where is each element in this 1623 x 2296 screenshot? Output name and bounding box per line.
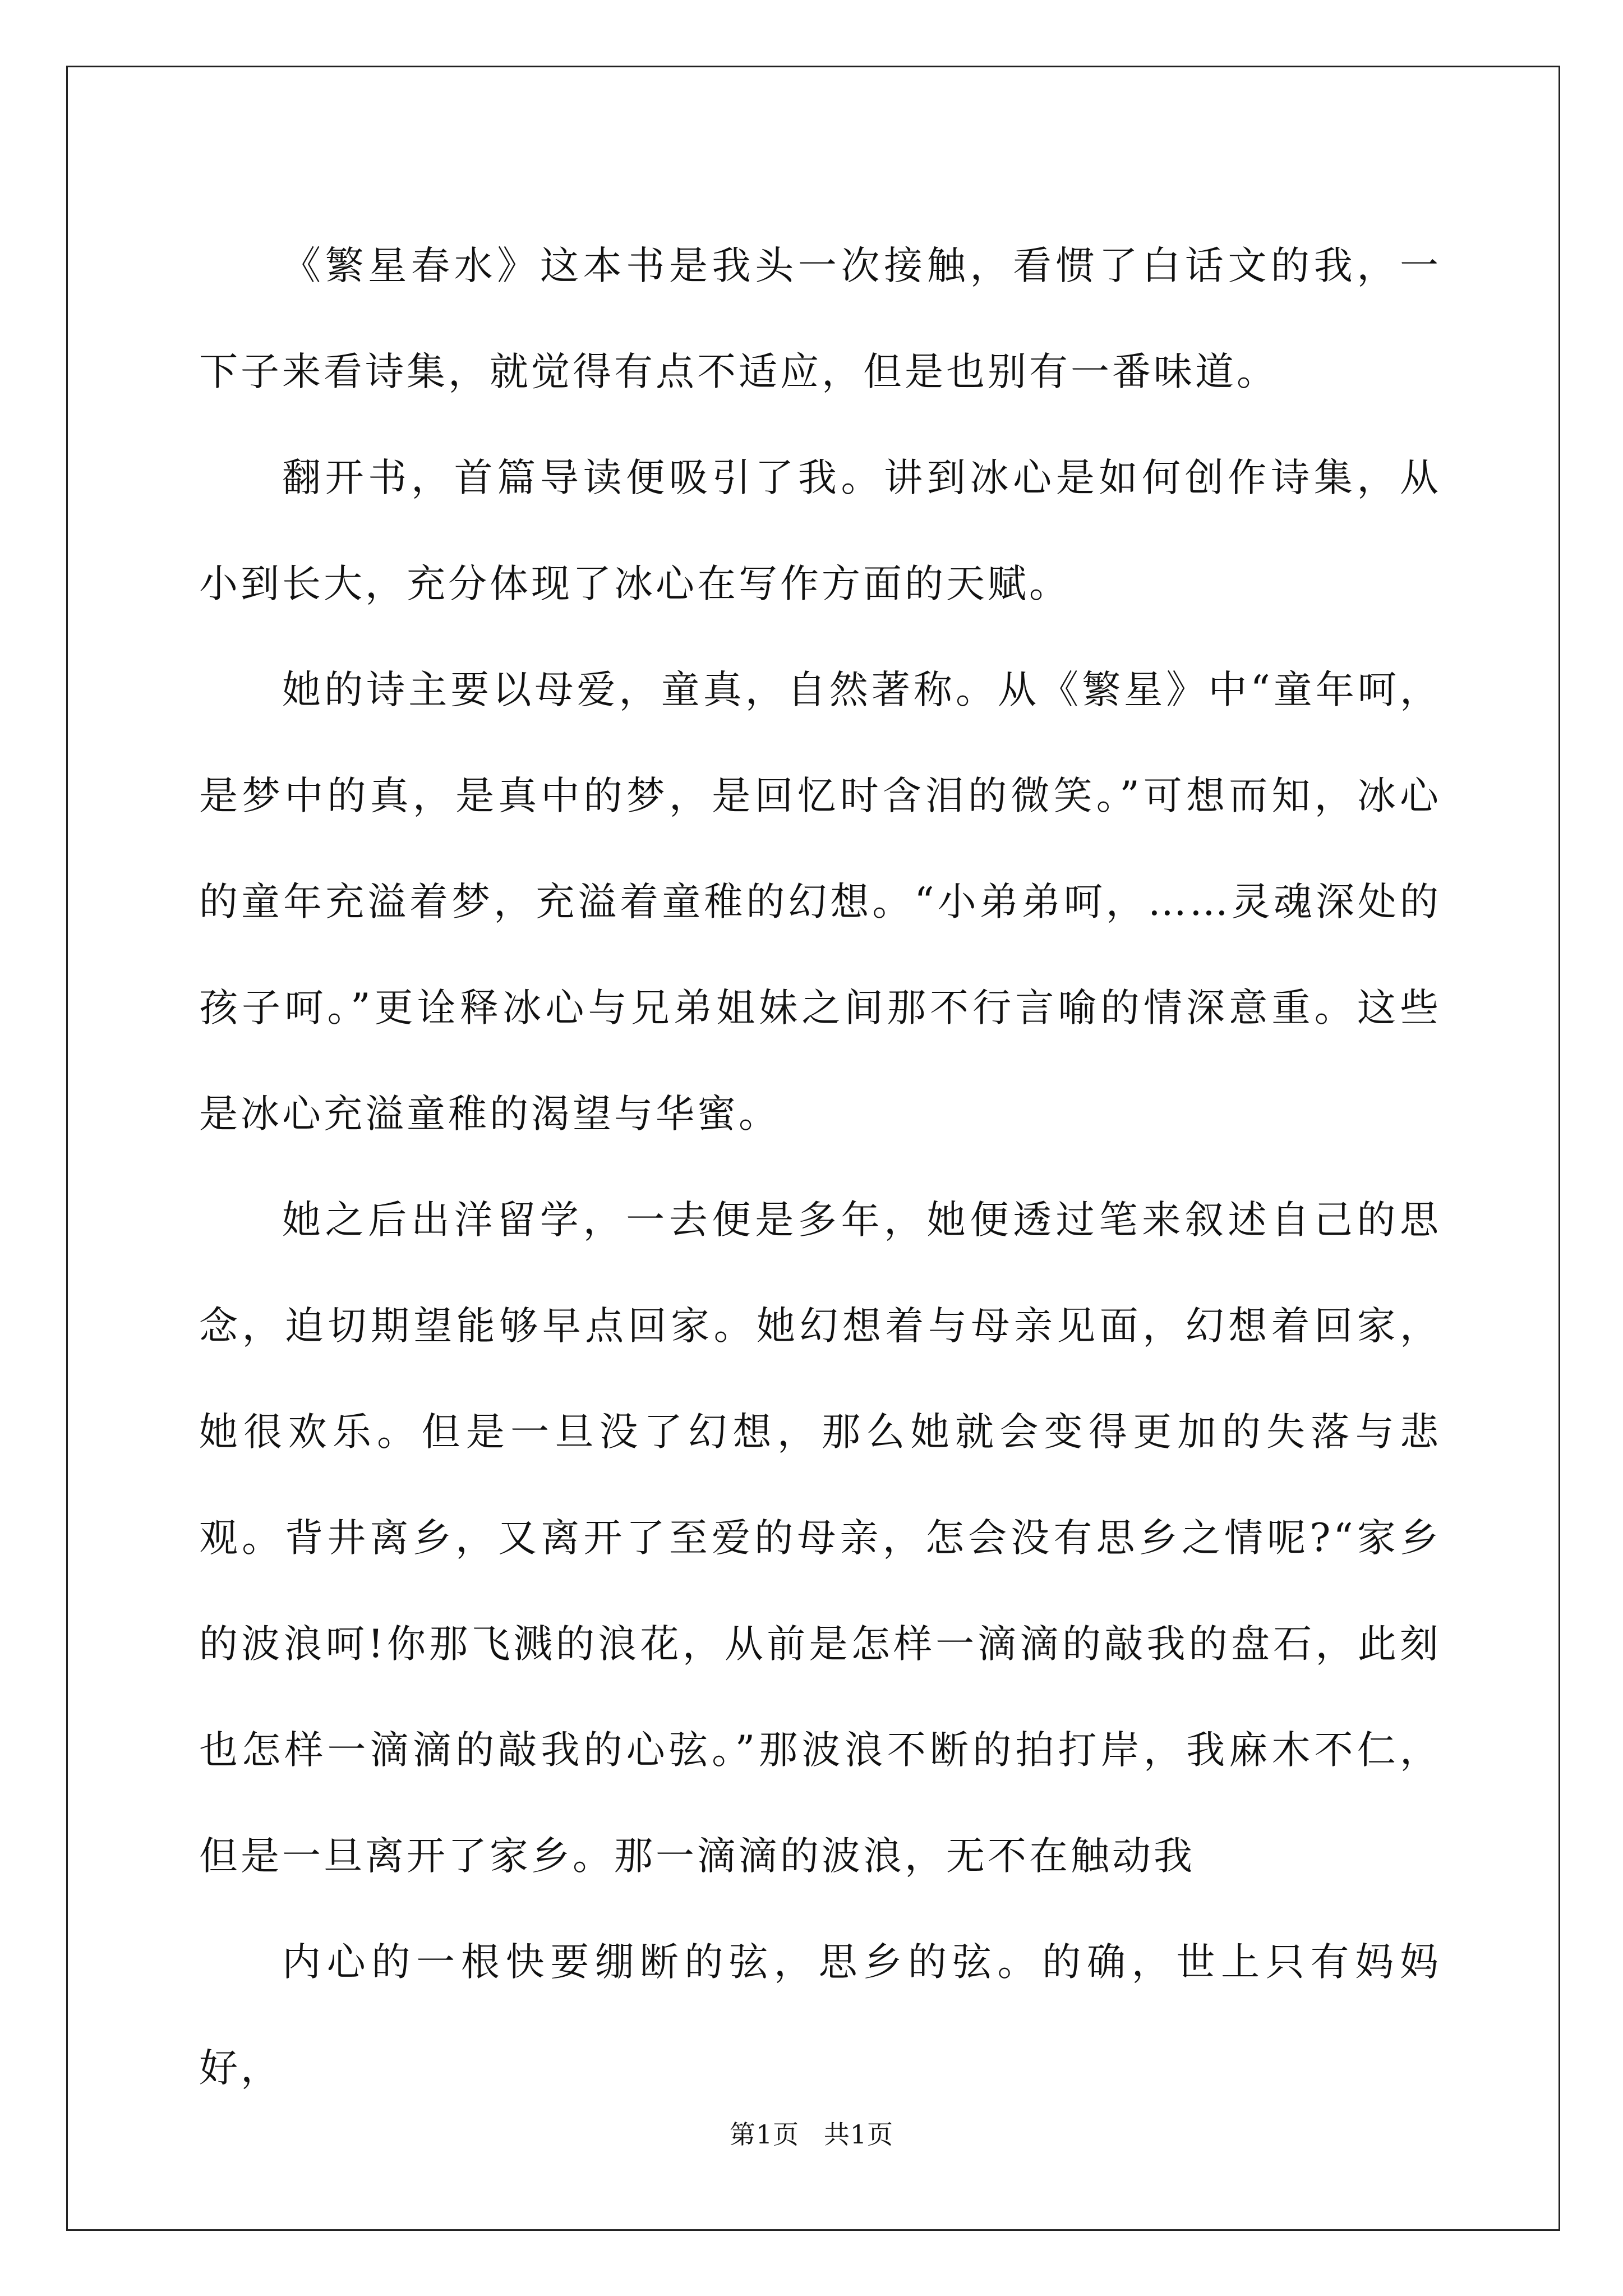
paragraph-3: 她的诗主要以母爱，童真，自然著称。从《繁星》中“童年呵，是梦中的真，是真中的梦，是回忆时含泪的微笑。”可想而知，冰心的童年充溢着梦，充溢着童稚的幻想。“小弟弟呵，……灵魂深处的孩子呵。”更诠释冰心与兄弟姐妹之间那不行言喻的情深意重。这些是冰心充溢童稚的渴望与华蜜。 [199,668,1441,1137]
document-body [199,213,1441,2122]
page-footer [0,2118,1623,2151]
paragraph-4: 她之后出洋留学，一去便是多年，她便透过笔来叙述自己的思念，迫切期望能够早点回家。她幻想着与母亲见面，幻想着回家，她很欢乐。但是一旦没了幻想，那么她就会变得更加的失落与悲观。背井离乡，又离开了至爱的母亲，怎会没有思乡之情呢?“家乡的波浪呵!你那飞溅的浪花，从前是怎样一滴滴的敲我的盘石，此刻也怎样一滴滴的敲我的心弦。”那波浪不断的拍打岸，我麻木不仁，但是一旦离开了家乡。那一滴滴的波浪，无不在触动我 [199,1198,1441,1879]
paragraph-2: 翻开书，首篇导读便吸引了我。讲到冰心是如何创作诗集，从小到长大，充分体现了冰心在写作方面的天赋。 [199,455,1441,606]
page-number-current: 第1页 [729,2119,800,2150]
page-number-total: 共1页 [823,2119,894,2150]
paragraph-5: 内心的一根快要绷断的弦，思乡的弦。的确，世上只有妈妈好， [199,1940,1441,2091]
paragraph-1: 《繁星春水》这本书是我头一次接触，看惯了白话文的我，一下子来看诗集，就觉得有点不适应，但是也别有一番味道。 [199,243,1441,394]
